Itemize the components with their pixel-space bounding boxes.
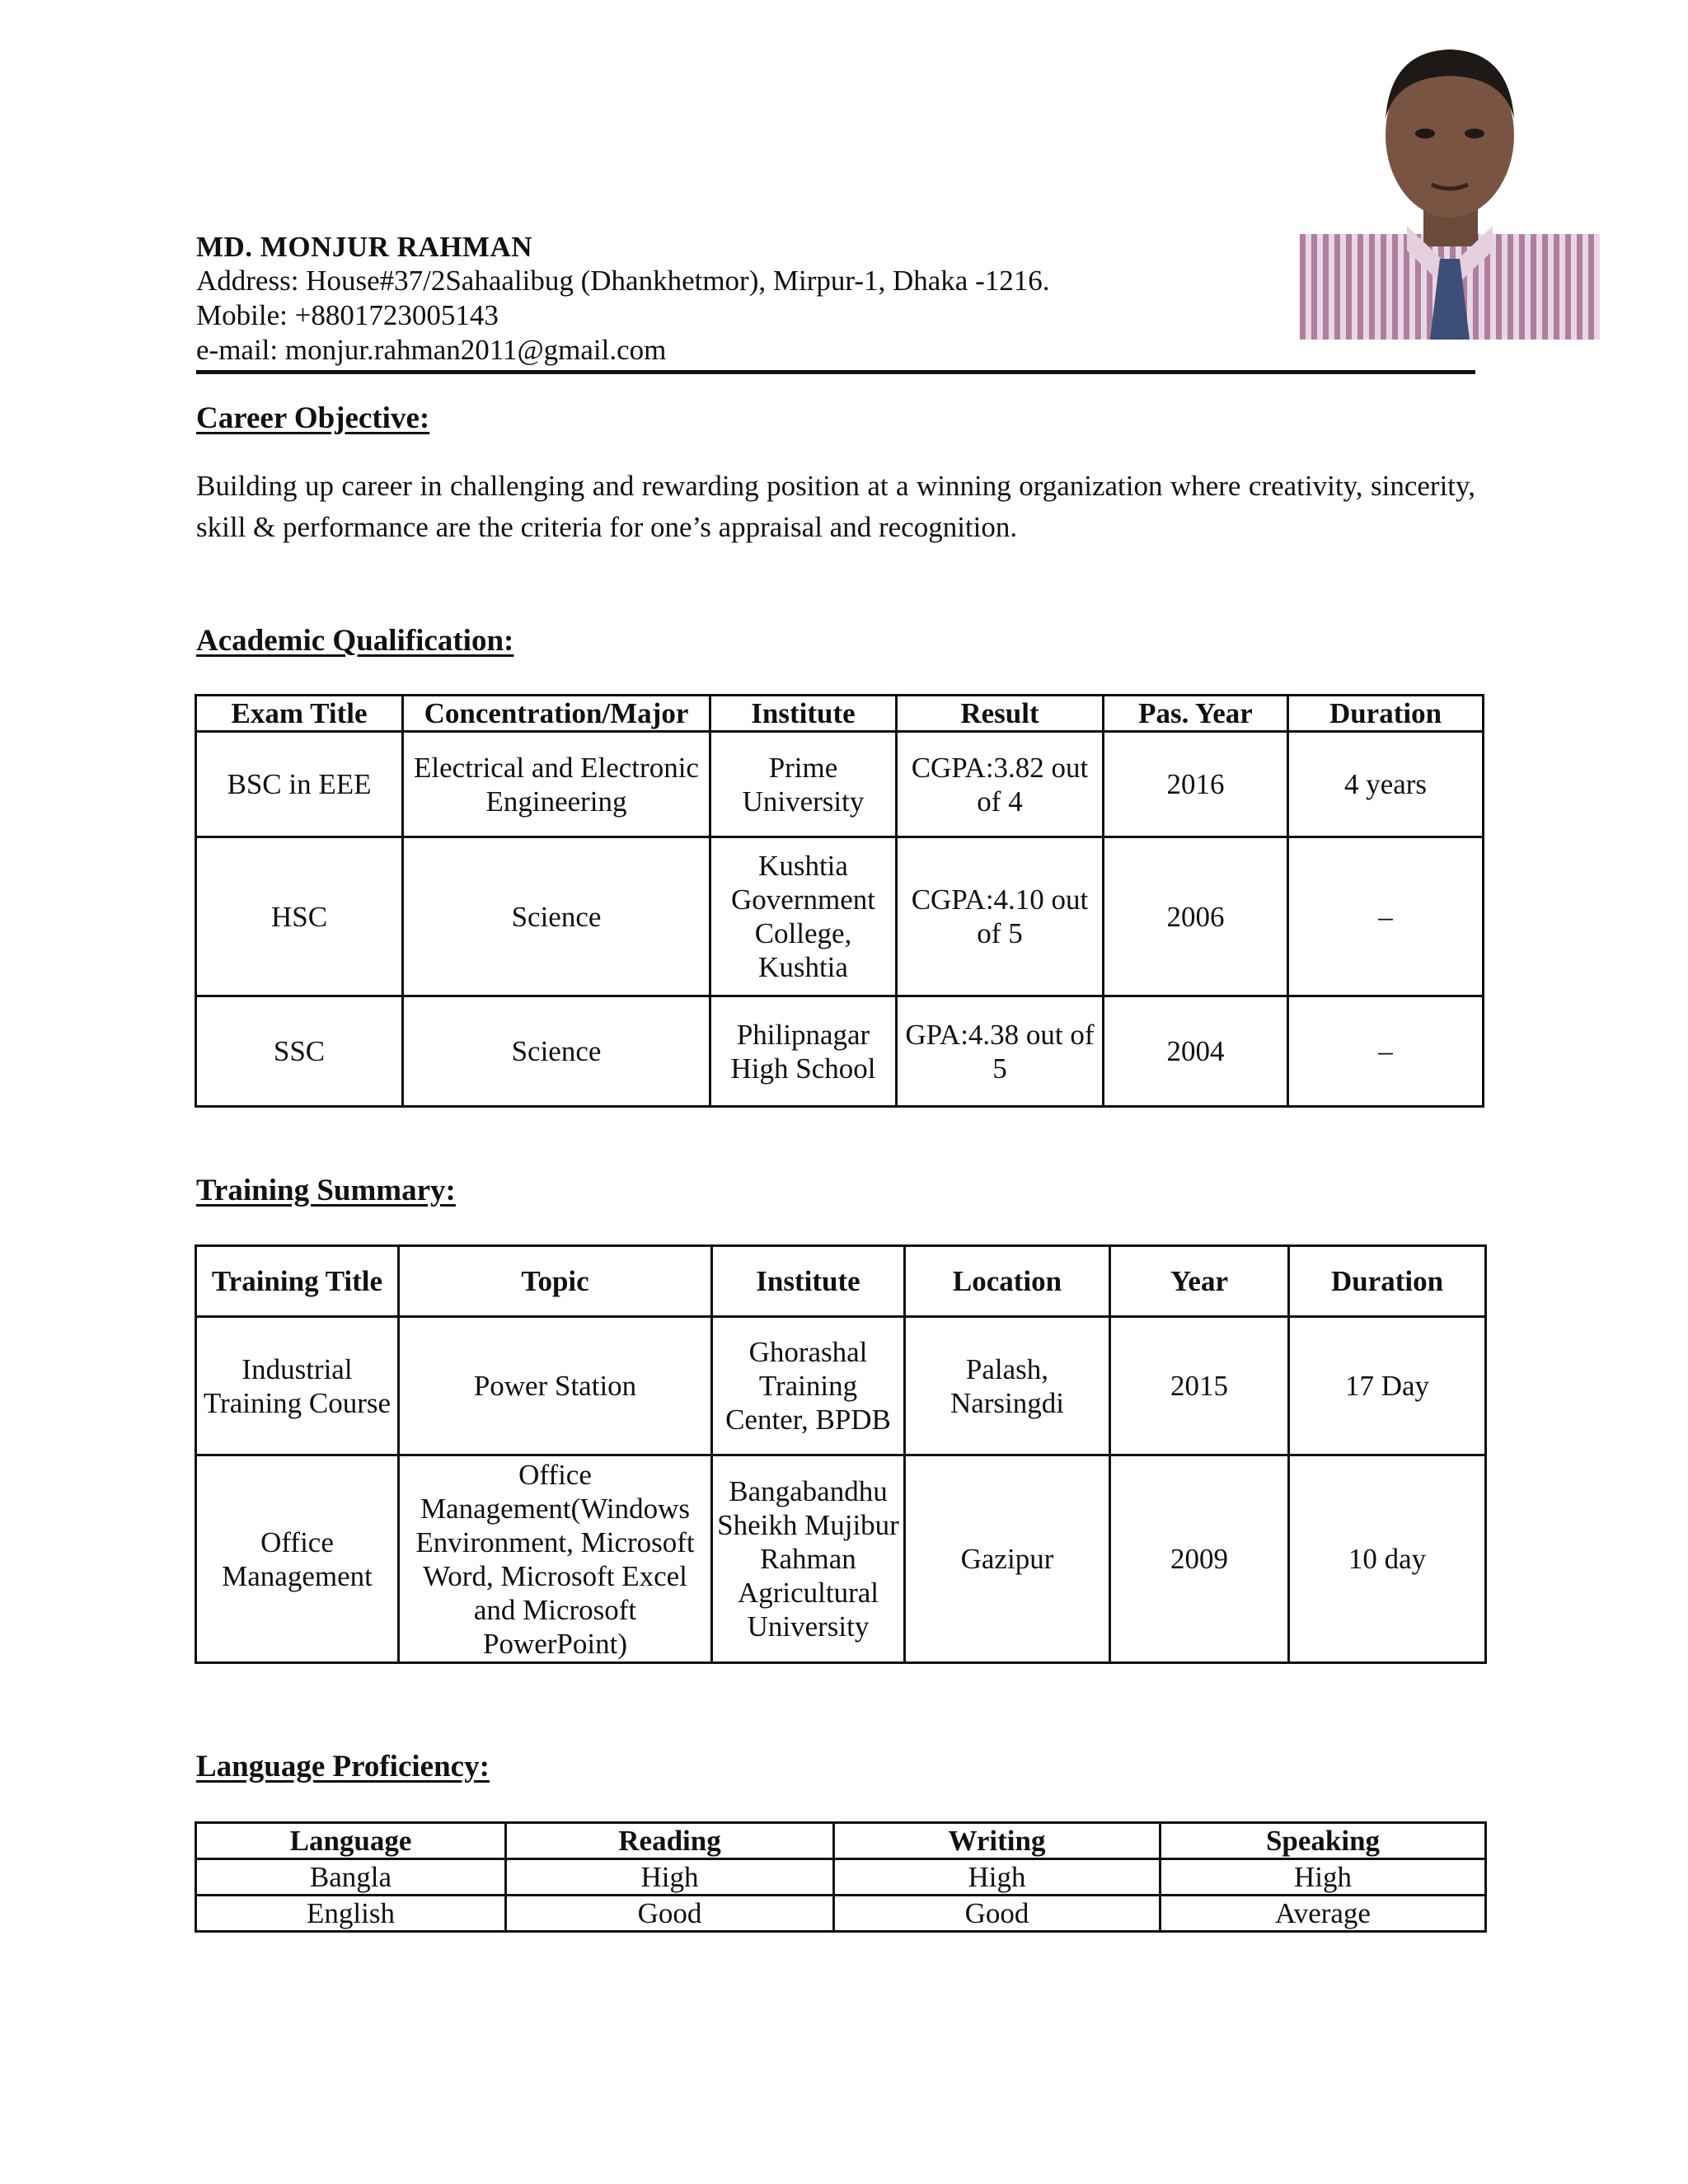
cell-major: Science — [403, 837, 710, 996]
cell-training-title: Industrial Training Course — [196, 1317, 399, 1455]
cell-result: CGPA:3.82 out of 4 — [897, 732, 1104, 837]
header-exam-title: Exam Title — [196, 696, 403, 732]
cell-major: Electrical and Electronic Engineering — [403, 732, 710, 837]
cell-topic: Power Station — [399, 1317, 712, 1455]
cell-reading: Good — [506, 1896, 834, 1932]
training-header-row — [196, 1246, 1486, 1317]
cell-reading: High — [506, 1859, 834, 1896]
cell-exam: SSC — [196, 996, 403, 1107]
header-speaking: Speaking — [1160, 1823, 1486, 1859]
cell-language: Bangla — [196, 1859, 506, 1896]
table-row — [196, 996, 1484, 1107]
cell-year: 2016 — [1104, 732, 1288, 837]
cell-institute: Prime University — [710, 732, 897, 837]
cell-exam: HSC — [196, 837, 403, 996]
cell-training-title: Office Management — [196, 1455, 399, 1663]
cell-institute: Ghorashal Training Center, BPDB — [712, 1317, 905, 1455]
cell-duration: 4 years — [1288, 732, 1484, 837]
header-training-title: Training Title — [196, 1246, 399, 1317]
language-header-row — [196, 1823, 1486, 1859]
cell-year: 2004 — [1104, 996, 1288, 1107]
table-row — [196, 732, 1484, 837]
cell-writing: High — [834, 1859, 1160, 1896]
academic-header-row — [196, 696, 1484, 732]
table-row — [196, 837, 1484, 996]
cell-result: CGPA:4.10 out of 5 — [897, 837, 1104, 996]
cell-duration: 17 Day — [1289, 1317, 1486, 1455]
cell-speaking: High — [1160, 1859, 1486, 1896]
header-divider — [196, 370, 1475, 374]
table-row — [196, 1896, 1486, 1932]
cell-duration: – — [1288, 996, 1484, 1107]
cell-location: Gazipur — [905, 1455, 1110, 1663]
cell-exam: BSC in EEE — [196, 732, 403, 837]
cell-institute: Philipnagar High School — [710, 996, 897, 1107]
cell-writing: Good — [834, 1896, 1160, 1932]
cell-location: Palash, Narsingdi — [905, 1317, 1110, 1455]
cell-year: 2015 — [1110, 1317, 1289, 1455]
language-proficiency-title: Language Proficiency: — [196, 1750, 490, 1783]
cell-speaking: Average — [1160, 1896, 1486, 1932]
header-result: Result — [897, 696, 1104, 732]
cell-major: Science — [403, 996, 710, 1107]
cell-institute: Bangabandhu Sheikh Mujibur Rahman Agricultural University — [712, 1455, 905, 1663]
header-institute: Institute — [710, 696, 897, 732]
training-table — [195, 1244, 1487, 1664]
email-line: e-mail: monjur.rahman2011@gmail.com — [196, 334, 667, 366]
header-language: Language — [196, 1823, 506, 1859]
academic-qualification-title: Academic Qualification: — [196, 624, 514, 658]
training-summary-title: Training Summary: — [196, 1174, 456, 1207]
cell-year: 2006 — [1104, 837, 1288, 996]
candidate-name: MD. MONJUR RAHMAN — [196, 231, 533, 263]
cell-duration: 10 day — [1289, 1455, 1486, 1663]
contact-header — [196, 231, 1482, 368]
table-row — [196, 1455, 1486, 1663]
header-duration: Duration — [1289, 1246, 1486, 1317]
header-year: Year — [1110, 1246, 1289, 1317]
header-reading: Reading — [506, 1823, 834, 1859]
header-duration: Duration — [1288, 696, 1484, 732]
cell-result: GPA:4.38 out of 5 — [897, 996, 1104, 1107]
cell-duration: – — [1288, 837, 1484, 996]
cell-institute: Kushtia Government College, Kushtia — [710, 837, 897, 996]
career-objective-title: Career Objective: — [196, 401, 430, 435]
header-concentration: Concentration/Major — [403, 696, 710, 732]
header-pass-year: Pas. Year — [1104, 696, 1288, 732]
table-row — [196, 1859, 1486, 1896]
mobile-line: Mobile: +8801723005143 — [196, 299, 499, 331]
cell-year: 2009 — [1110, 1455, 1289, 1663]
language-table — [195, 1821, 1487, 1933]
academic-table — [195, 694, 1484, 1108]
career-objective-text: Building up career in challenging and rewarding position at a winning organization where creativity, sincerity, skill & performance are the criteria for one’s appraisal and recognition. — [196, 470, 1475, 543]
header-writing: Writing — [834, 1823, 1160, 1859]
header-topic: Topic — [399, 1246, 712, 1317]
cell-language: English — [196, 1896, 506, 1932]
table-row — [196, 1317, 1486, 1455]
header-institute: Institute — [712, 1246, 905, 1317]
cell-topic: Office Management(Windows Environment, Microsoft Word, Microsoft Excel and Microsoft PowerPoint) — [399, 1455, 712, 1663]
address-line: Address: House#37/2Sahaalibug (Dhankhetmor), Mirpur-1, Dhaka -1216. — [196, 265, 1050, 297]
header-location: Location — [905, 1246, 1110, 1317]
